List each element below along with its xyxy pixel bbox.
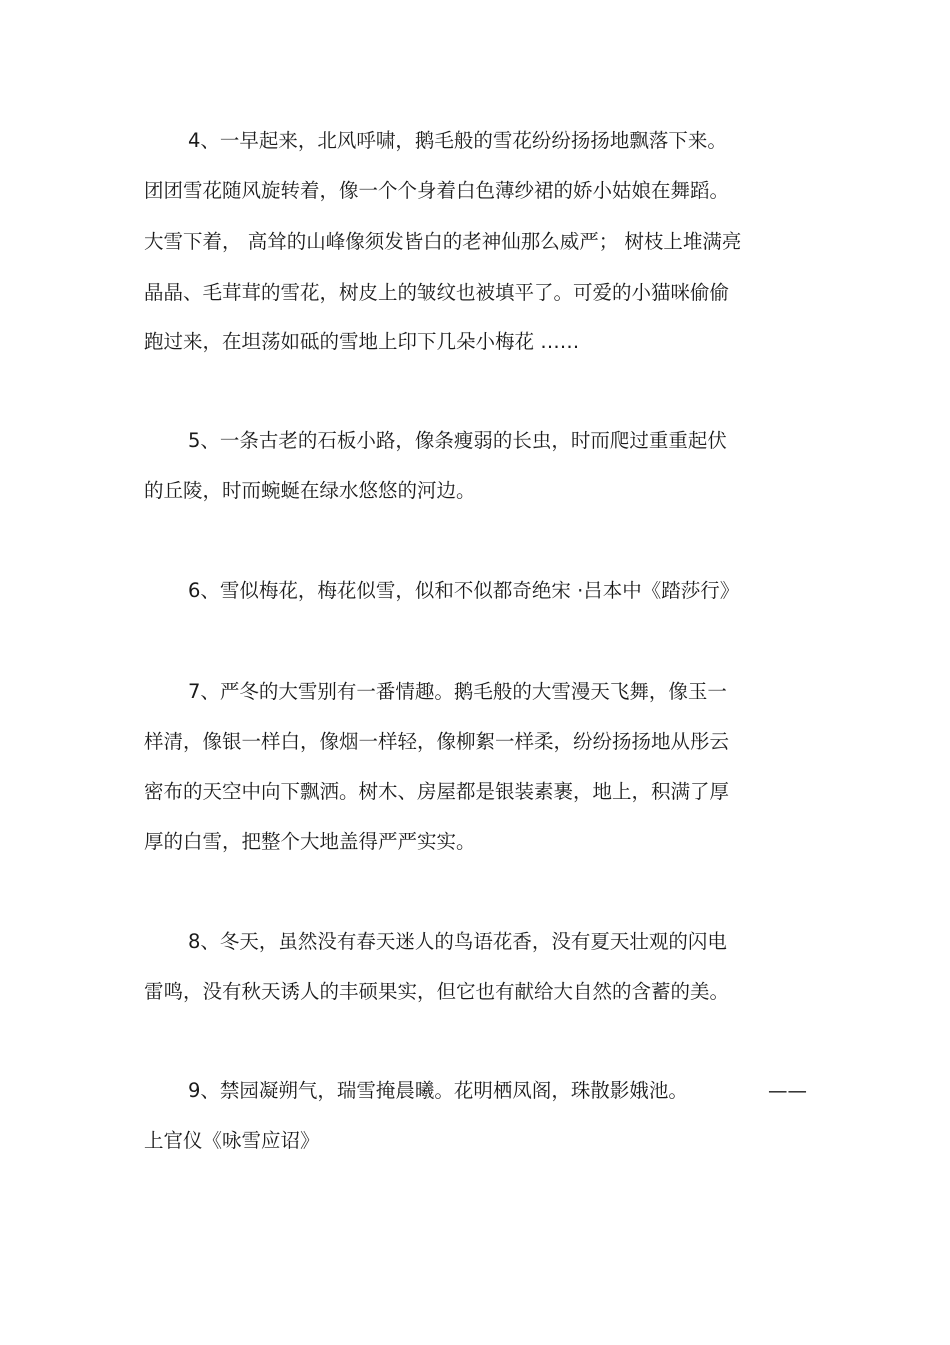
paragraph-4-line-1: 4、一早起来，北风呼啸，鹅毛般的雪花纷纷扬扬地飘落下来。 (188, 129, 727, 152)
paragraph-9-line-2: 上官仪《咏雪应诏》 (144, 1129, 320, 1152)
paragraph-4-line-3: 大雪下着， 高耸的山峰像须发皆白的老神仙那么威严； 树枝上堆满亮 (144, 230, 742, 253)
paragraph-7-line-4: 厚的白雪，把整个大地盖得严严实实。 (144, 830, 476, 853)
paragraph-4-line-2: 团团雪花随风旋转着，像一个个身着白色薄纱裙的娇小姑娘在舞蹈。 (144, 179, 730, 202)
paragraph-9-dash: —— (768, 1079, 807, 1102)
paragraph-7-line-3: 密布的天空中向下飘洒。树木、房屋都是银装素裹，地上，积满了厚 (144, 780, 730, 803)
paragraph-8-line-1: 8、冬天，虽然没有春天迷人的鸟语花香，没有夏天壮观的闪电 (188, 930, 727, 953)
paragraph-6-line-1: 6、雪似梅花，梅花似雪，似和不似都奇绝宋 ·吕本中《踏莎行》 (188, 579, 740, 602)
paragraph-8-line-2: 雷鸣，没有秋天诱人的丰硕果实，但它也有献给大自然的含蓄的美。 (144, 980, 730, 1003)
paragraph-5-line-1: 5、一条古老的石板小路，像条瘦弱的长虫，时而爬过重重起伏 (188, 429, 727, 452)
paragraph-4-line-5: 跑过来，在坦荡如砥的雪地上印下几朵小梅花 …… (144, 330, 580, 353)
paragraph-9-line-1: 9、禁园凝朔气，瑞雪掩晨曦。花明栖凤阁，珠散影娥池。 (188, 1079, 688, 1102)
paragraph-5-line-2: 的丘陵，时而蜿蜒在绿水悠悠的河边。 (144, 479, 476, 502)
paragraph-7-line-2: 样清，像银一样白，像烟一样轻，像柳絮一样柔，纷纷扬扬地从彤云 (144, 730, 730, 753)
paragraph-4-line-4: 晶晶、毛茸茸的雪花，树皮上的皱纹也被填平了。可爱的小猫咪偷偷 (144, 281, 730, 304)
paragraph-7-line-1: 7、严冬的大雪别有一番情趣。鹅毛般的大雪漫天飞舞，像玉一 (188, 680, 727, 703)
